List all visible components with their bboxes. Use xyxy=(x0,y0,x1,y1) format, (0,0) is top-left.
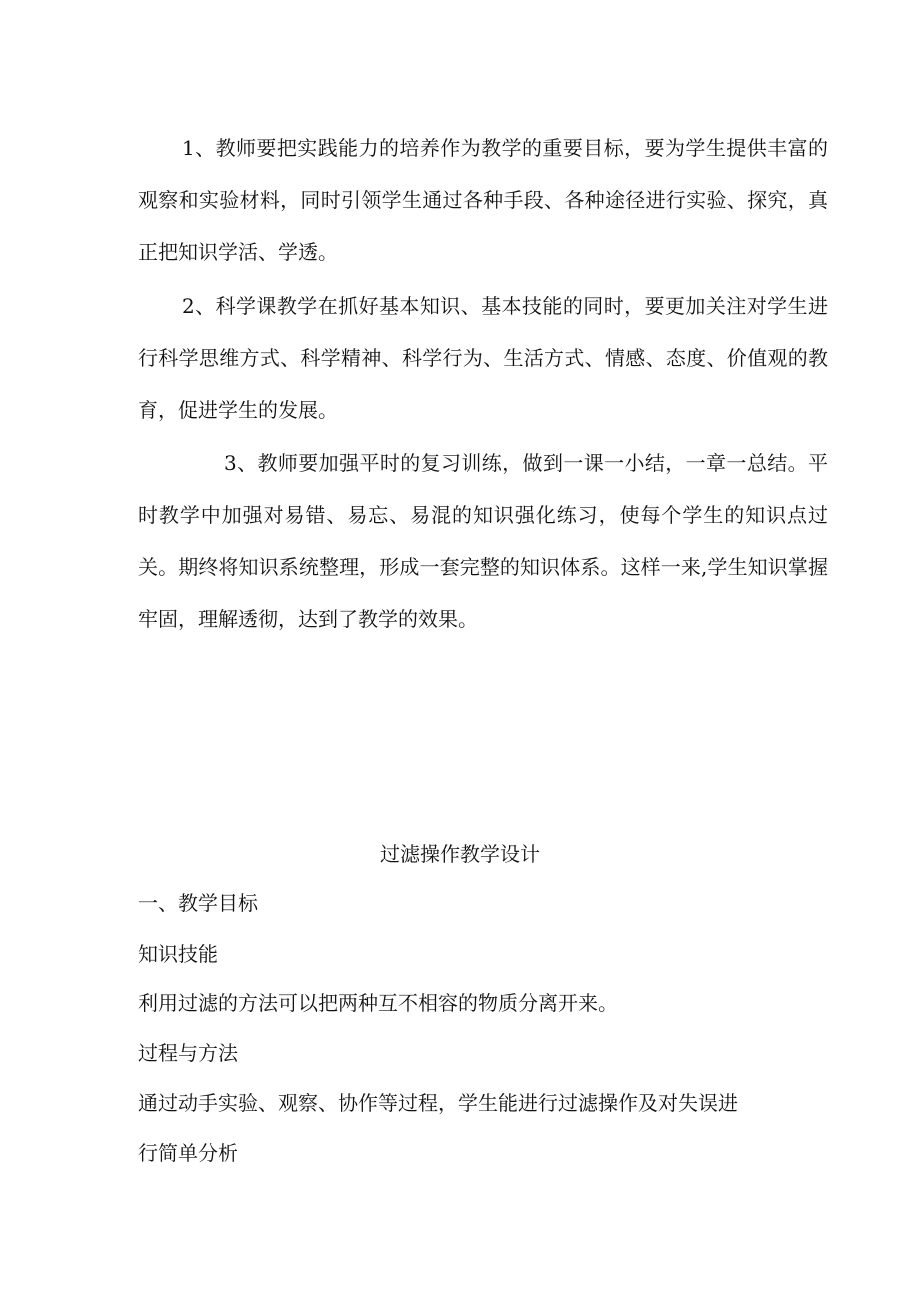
paragraph-2: 2、科学课教学在抓好基本知识、基本技能的同时，要更加关注对学生进行科学思维方式、科学精神、科学行为、生活方式、情感、态度、价值观的教育，促进学生的发展。 xyxy=(138,294,828,422)
process-heading: 过程与方法 xyxy=(138,1041,238,1065)
process-text-line-1: 通过动手实验、观察、协作等过程，学生能进行过滤操作及对失误进 xyxy=(138,1091,738,1115)
knowledge-text: 利用过滤的方法可以把两种互不相容的物质分离开来。 xyxy=(138,991,618,1015)
process-text-line-2: 行简单分析 xyxy=(138,1141,238,1165)
paragraph-1: 1、教师要把实践能力的培养作为教学的重要目标，要为学生提供丰富的观察和实验材料，同时引领学生通过各种手段、各种途径进行实验、探究，真正把知识学活、学透。 xyxy=(138,136,828,264)
paragraph-3: 3、教师要加强平时的复习训练，做到一课一小结，一章一总结。平时教学中加强对易错、易忘、易混的知识强化练习，使每个学生的知识点过关。期终将知识系统整理，形成一套完整的知识体系。这样一来,学生知识掌握牢固，理解透彻，达到了教学的效果。 xyxy=(138,451,828,631)
section-heading: 一、教学目标 xyxy=(138,891,258,915)
knowledge-heading: 知识技能 xyxy=(138,942,218,966)
design-title: 过滤操作教学设计 xyxy=(380,842,540,866)
